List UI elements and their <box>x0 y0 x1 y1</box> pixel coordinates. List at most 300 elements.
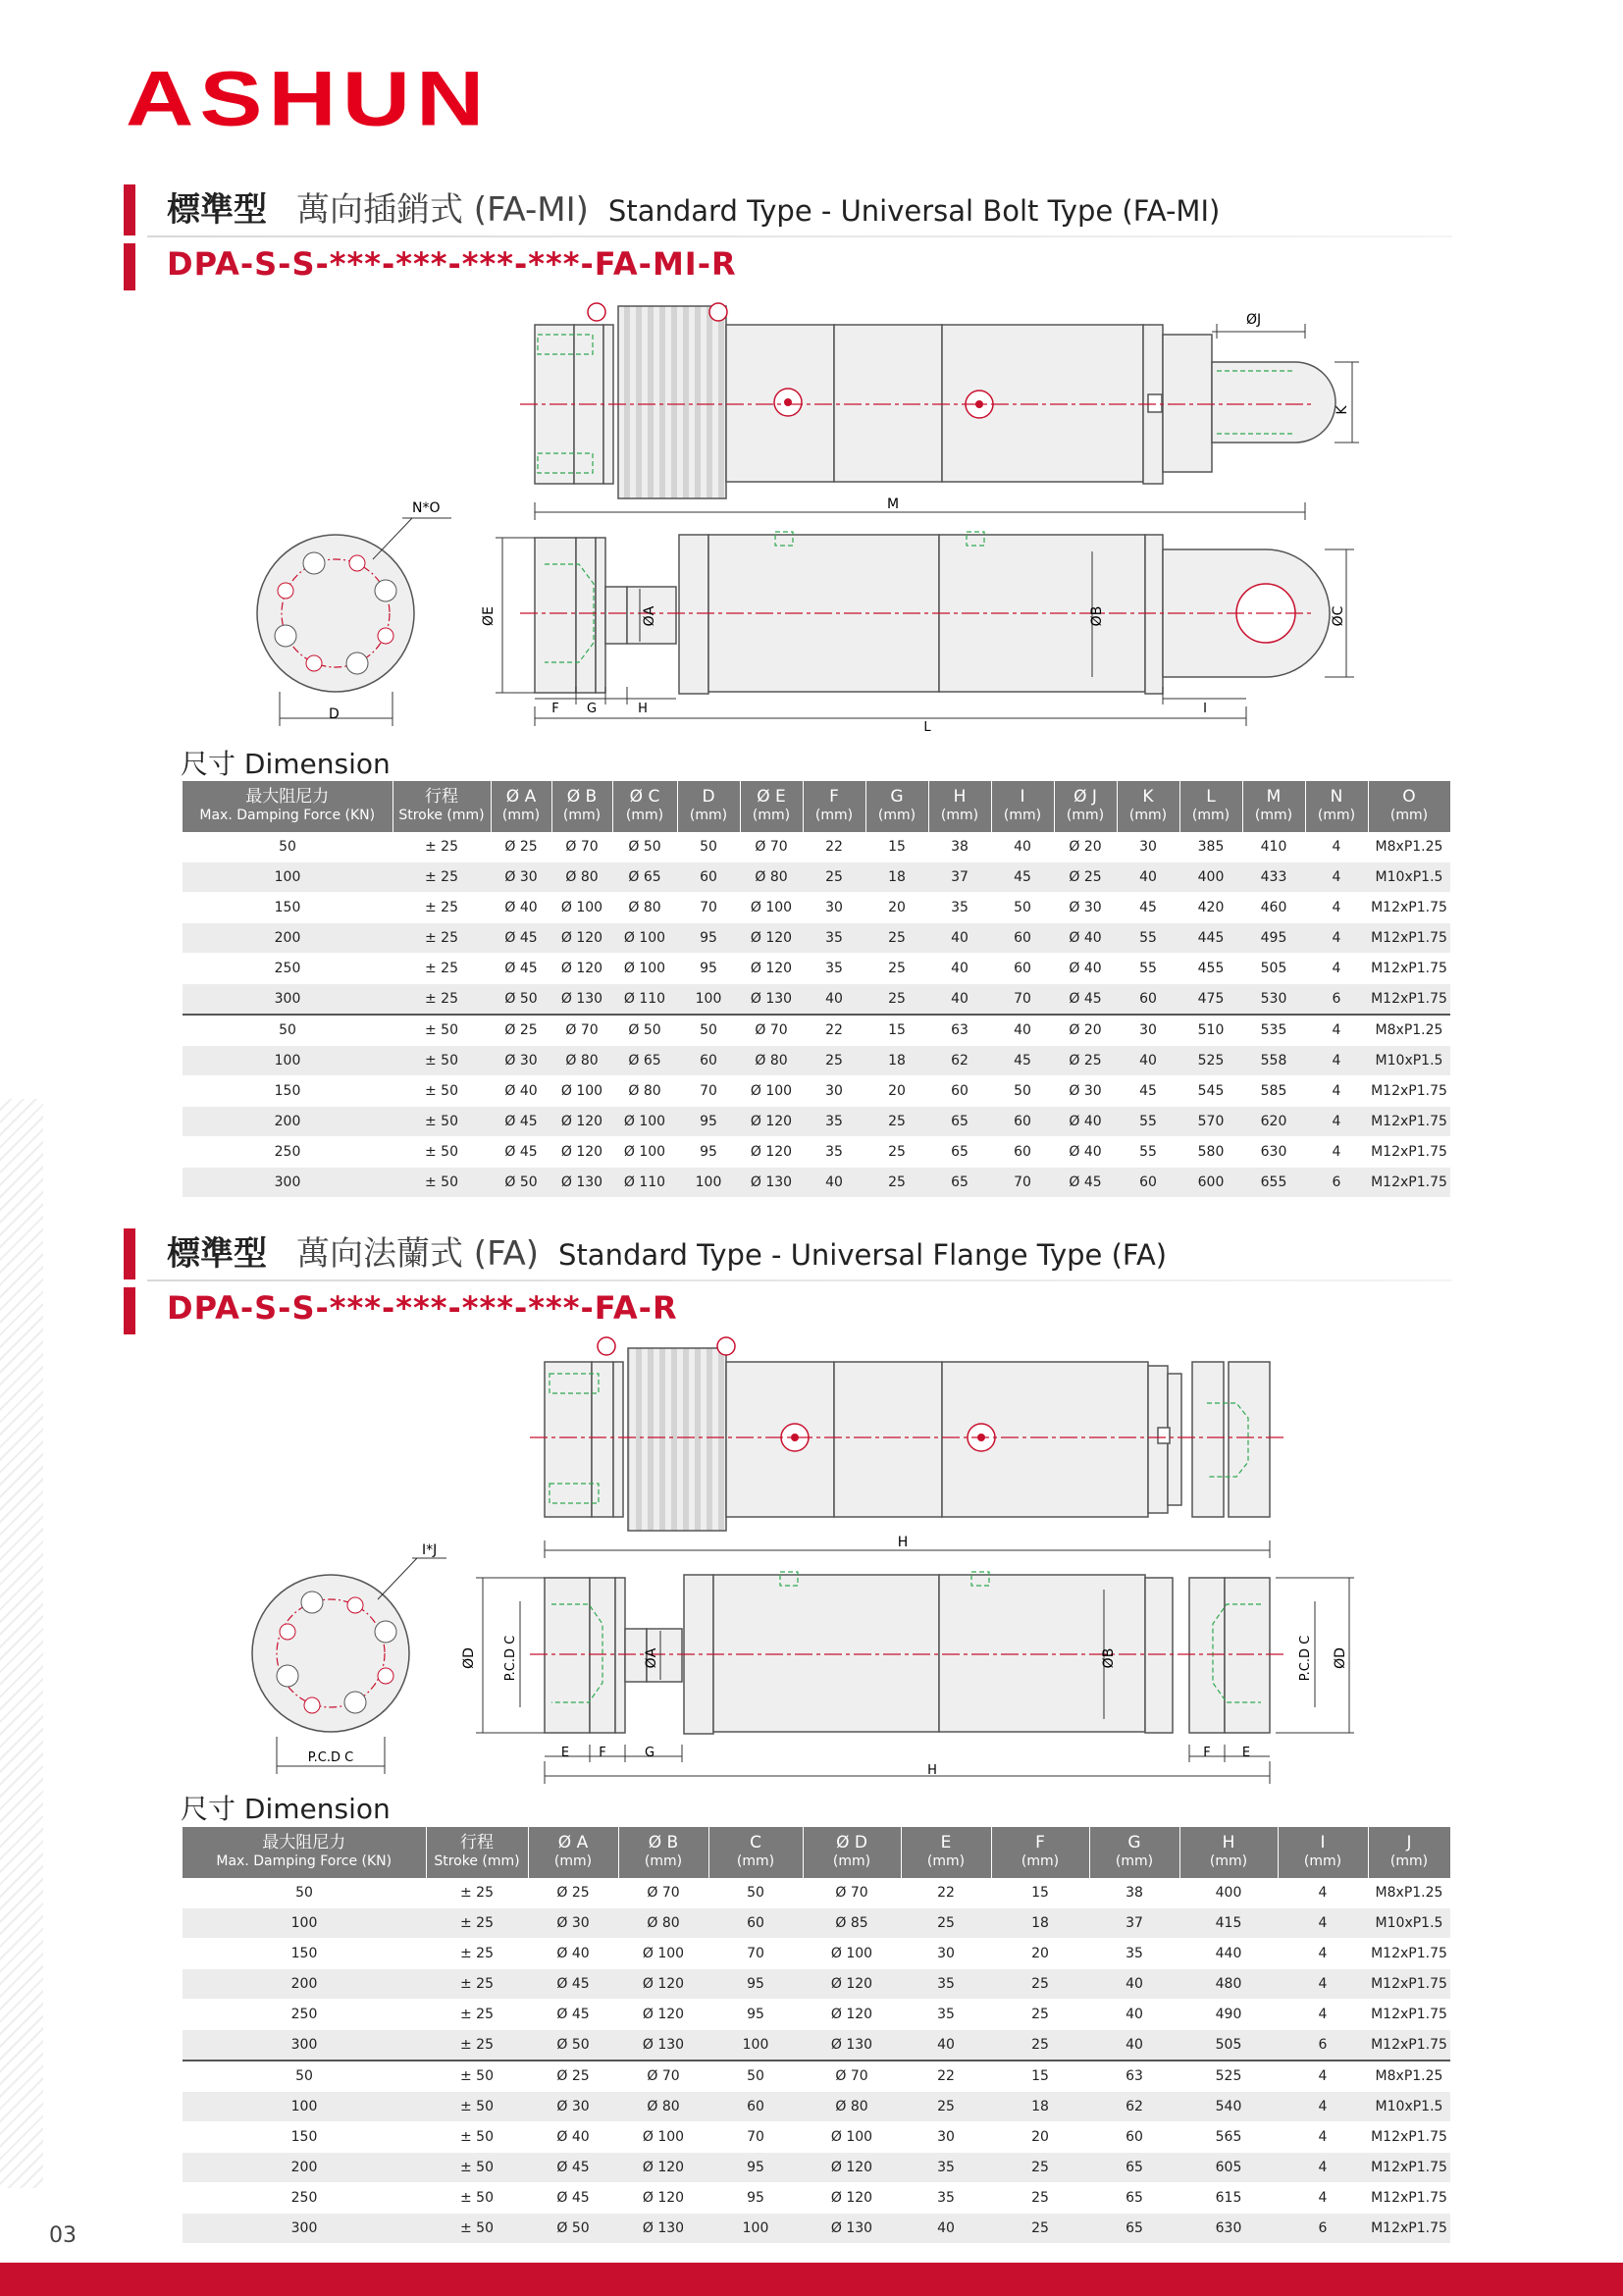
table-cell: 100 <box>708 2214 803 2244</box>
table-cell: ± 25 <box>393 862 491 893</box>
table-cell: 4 <box>1278 2122 1368 2153</box>
label-g: G <box>644 1746 655 1760</box>
column-header-unit: (mm) <box>736 1853 775 1869</box>
table-cell: 20 <box>991 1939 1089 1969</box>
table-cell: 63 <box>928 1015 991 1046</box>
table-cell: Ø 45 <box>491 923 551 954</box>
table-cell: Ø 120 <box>803 2183 901 2214</box>
table-cell: Ø 45 <box>528 1969 618 2000</box>
table-cell: 70 <box>677 893 740 923</box>
column-header-label: K <box>1142 787 1154 807</box>
label-f-left: F <box>599 1746 606 1760</box>
table-cell: 475 <box>1179 984 1242 1016</box>
table-cell: Ø 20 <box>1054 1015 1117 1046</box>
section2-model-bar <box>124 1287 135 1334</box>
column-header-label: Ø A <box>505 787 537 807</box>
section1-title-zh1: 標準型 <box>167 190 267 230</box>
column-header-label: C <box>750 1833 761 1852</box>
table-cell: 50 <box>991 893 1054 923</box>
table-cell: ± 25 <box>426 2030 528 2061</box>
column-header-unit: (mm) <box>644 1853 683 1869</box>
label-b2: ØB <box>1101 1647 1117 1669</box>
table-cell: 40 <box>928 984 991 1016</box>
table-row <box>183 1076 1450 1107</box>
table-cell: 150 <box>183 2122 426 2153</box>
column-header-unit: Stroke (mm) <box>398 808 485 823</box>
table-cell: 70 <box>991 984 1054 1016</box>
column-header-unit: (mm) <box>1191 808 1230 823</box>
table-row <box>183 2000 1450 2030</box>
column-header-label: F <box>1035 1833 1045 1852</box>
table-cell: 30 <box>1117 832 1179 862</box>
table-cell: Ø 30 <box>1054 893 1117 923</box>
section1-accent-bar <box>124 184 135 235</box>
table-cell: 50 <box>183 832 393 862</box>
column-header-unit: (mm) <box>1389 1853 1429 1869</box>
table-row <box>183 1107 1450 1137</box>
table-cell: 55 <box>1117 923 1179 954</box>
table-cell: 40 <box>1117 1046 1179 1076</box>
column-header-unit: (mm) <box>940 808 979 823</box>
table-cell: 60 <box>708 2092 803 2122</box>
table-cell: 55 <box>1117 1107 1179 1137</box>
table-cell: 60 <box>991 1137 1054 1168</box>
table-cell: 50 <box>677 1015 740 1046</box>
table-cell: Ø 25 <box>1054 1046 1117 1076</box>
table-cell: 18 <box>865 862 928 893</box>
column-header-unit: (mm) <box>553 1853 593 1869</box>
cylinder-top-view <box>535 306 1335 498</box>
table-cell: Ø 50 <box>528 2214 618 2244</box>
table-cell: 4 <box>1278 1939 1368 1969</box>
column-header-unit: (mm) <box>1066 808 1105 823</box>
table-cell: 6 <box>1305 1168 1368 1198</box>
table-row <box>183 2122 1450 2153</box>
table-cell: Ø 40 <box>491 1076 551 1107</box>
table-cell: Ø 70 <box>551 832 612 862</box>
table-cell: 150 <box>183 1939 426 1969</box>
table-cell: Ø 25 <box>528 2061 618 2092</box>
column-header <box>865 781 928 832</box>
table-cell: Ø 110 <box>612 984 677 1016</box>
table-row <box>183 954 1450 984</box>
table-cell: M12xP1.75 <box>1368 1168 1450 1198</box>
top-bolt-left-icon <box>588 303 605 321</box>
table-cell: Ø 25 <box>491 1015 551 1046</box>
table-row <box>183 1168 1450 1198</box>
table-cell: 4 <box>1305 1015 1368 1046</box>
column-header-unit: (mm) <box>562 808 602 823</box>
column-header <box>928 781 991 832</box>
table-cell: 200 <box>183 1107 393 1137</box>
label-f-right: F <box>1203 1746 1211 1760</box>
table-cell: ± 25 <box>426 1908 528 1939</box>
table-cell: Ø 50 <box>528 2030 618 2061</box>
table-cell: Ø 120 <box>551 1137 612 1168</box>
footer-bar <box>0 2263 1623 2296</box>
column-header <box>1089 1827 1179 1878</box>
label-e-right: E <box>1241 1746 1251 1760</box>
table-cell: 250 <box>183 954 393 984</box>
table-row <box>183 832 1450 862</box>
table-cell: Ø 40 <box>491 893 551 923</box>
column-header-unit: (mm) <box>1128 808 1168 823</box>
table-cell: 655 <box>1242 1168 1305 1198</box>
table-cell: Ø 40 <box>528 1939 618 1969</box>
table-cell: Ø 130 <box>740 984 803 1016</box>
page-number: 03 <box>49 2223 77 2248</box>
table-cell: 495 <box>1242 923 1305 954</box>
column-header-unit: (mm) <box>1254 808 1293 823</box>
table-cell: Ø 25 <box>1054 862 1117 893</box>
table-cell: 455 <box>1179 954 1242 984</box>
column-header-label: M <box>1266 787 1282 807</box>
table-row <box>183 1908 1450 1939</box>
section2-dimension-label: 尺寸 Dimension <box>181 1793 391 1825</box>
table-cell: M12xP1.75 <box>1368 2183 1450 2214</box>
table-cell: Ø 100 <box>612 923 677 954</box>
table-cell: Ø 40 <box>1054 923 1117 954</box>
table-cell: ± 25 <box>426 2000 528 2030</box>
table-cell: Ø 45 <box>528 2183 618 2214</box>
column-header-label: G <box>1127 1833 1141 1852</box>
table-row <box>183 2183 1450 2214</box>
column-header <box>528 1827 618 1878</box>
table-cell: Ø 40 <box>528 2122 618 2153</box>
table-cell: 15 <box>865 832 928 862</box>
table-cell: 40 <box>803 984 865 1016</box>
table-row <box>183 862 1450 893</box>
table-cell: 445 <box>1179 923 1242 954</box>
table-cell: 37 <box>1089 1908 1179 1939</box>
table-cell: 40 <box>1089 2000 1179 2030</box>
column-header-label: H <box>953 787 967 807</box>
table-cell: 200 <box>183 1969 426 2000</box>
table-cell: 300 <box>183 1168 393 1198</box>
table-cell: ± 50 <box>426 2183 528 2214</box>
table-cell: 505 <box>1179 2030 1278 2061</box>
table-cell: ± 25 <box>393 832 491 862</box>
section1-table-header-row <box>183 781 1450 832</box>
table-cell: 630 <box>1179 2214 1278 2244</box>
table-cell: 605 <box>1179 2153 1278 2183</box>
table-cell: Ø 80 <box>551 862 612 893</box>
table-cell: 440 <box>1179 1939 1278 1969</box>
column-header-label: D <box>702 787 715 807</box>
table-cell: 580 <box>1179 1137 1242 1168</box>
table-cell: Ø 85 <box>803 1908 901 1939</box>
table-cell: Ø 100 <box>740 893 803 923</box>
table-cell: Ø 120 <box>618 2000 708 2030</box>
table-cell: Ø 65 <box>612 1046 677 1076</box>
table-row <box>183 2153 1450 2183</box>
table-cell: 65 <box>928 1137 991 1168</box>
table-cell: ± 50 <box>393 1076 491 1107</box>
table-cell: Ø 70 <box>740 832 803 862</box>
table-cell: 40 <box>901 2214 991 2244</box>
table-cell: 60 <box>708 1908 803 1939</box>
label-d-right: ØD <box>1333 1647 1348 1669</box>
column-header-unit: (mm) <box>689 808 728 823</box>
column-header-unit: (mm) <box>1021 1853 1060 1869</box>
section2-divider <box>147 1279 1452 1281</box>
table-row <box>183 893 1450 923</box>
column-header-label: 最大阻尼力 <box>262 1833 346 1852</box>
label-e: ØE <box>481 606 497 626</box>
column-header <box>901 1827 991 1878</box>
table-cell: 35 <box>901 2000 991 2030</box>
table-cell: 40 <box>928 954 991 984</box>
table-cell: 100 <box>677 1168 740 1198</box>
table-cell: ± 25 <box>393 923 491 954</box>
table-cell: 250 <box>183 2000 426 2030</box>
table-cell: 100 <box>183 1046 393 1076</box>
column-header-label: Ø C <box>629 787 660 807</box>
table-cell: Ø 30 <box>491 862 551 893</box>
table-cell: M12xP1.75 <box>1368 2030 1450 2061</box>
table-cell: M12xP1.75 <box>1368 954 1450 984</box>
table-cell: 490 <box>1179 2000 1278 2030</box>
table-cell: 420 <box>1179 893 1242 923</box>
column-header-label: H <box>1222 1833 1235 1852</box>
table-cell: 150 <box>183 1076 393 1107</box>
table-cell: 25 <box>865 1137 928 1168</box>
table-cell: 25 <box>991 2030 1089 2061</box>
table-row <box>183 984 1450 1016</box>
table-cell: 63 <box>1089 2061 1179 2092</box>
label-e-left: E <box>560 1746 570 1760</box>
section1-drawing <box>0 294 1623 756</box>
table-cell: 35 <box>803 1107 865 1137</box>
table-cell: 200 <box>183 923 393 954</box>
table-cell: 50 <box>183 1015 393 1046</box>
column-header-unit: (mm) <box>814 808 854 823</box>
column-header-unit: (mm) <box>1209 1853 1248 1869</box>
table-cell: ± 50 <box>426 2092 528 2122</box>
table-cell: 35 <box>928 893 991 923</box>
table-cell: 585 <box>1242 1076 1305 1107</box>
table-cell: Ø 120 <box>618 2153 708 2183</box>
table-cell: 45 <box>1117 893 1179 923</box>
table-cell: Ø 40 <box>1054 1137 1117 1168</box>
table-cell: 4 <box>1305 1076 1368 1107</box>
table-cell: 15 <box>991 2061 1089 2092</box>
column-header-label: L <box>1206 787 1216 807</box>
table-cell: 30 <box>1117 1015 1179 1046</box>
table-cell: 6 <box>1278 2030 1368 2061</box>
table-cell: M8xP1.25 <box>1368 2061 1450 2092</box>
table-cell: M12xP1.75 <box>1368 1107 1450 1137</box>
table-cell: ± 50 <box>393 1107 491 1137</box>
table-cell: 4 <box>1305 1107 1368 1137</box>
table-cell: 50 <box>183 2061 426 2092</box>
table-cell: ± 50 <box>426 2122 528 2153</box>
table-cell: Ø 130 <box>740 1168 803 1198</box>
table-cell: 65 <box>1089 2153 1179 2183</box>
table-cell: 18 <box>991 1908 1089 1939</box>
pin-port-1-dot-icon <box>784 398 792 406</box>
table-cell: 60 <box>991 954 1054 984</box>
table-cell: Ø 80 <box>612 893 677 923</box>
section2-title-zh2: 萬向法蘭式 (FA) <box>296 1234 540 1274</box>
column-header <box>708 1827 803 1878</box>
column-header <box>677 781 740 832</box>
table-cell: 525 <box>1179 2061 1278 2092</box>
column-header-label: G <box>890 787 904 807</box>
table-cell: Ø 120 <box>740 954 803 984</box>
table-cell: 65 <box>928 1107 991 1137</box>
column-header-label: 行程 <box>460 1833 494 1852</box>
column-header-unit: Max. Damping Force (KN) <box>199 808 376 823</box>
table-cell: 60 <box>677 1046 740 1076</box>
table-cell: M12xP1.75 <box>1368 984 1450 1016</box>
table-cell: 25 <box>991 1969 1089 2000</box>
section2-title-zh1: 標準型 <box>167 1234 267 1274</box>
table-cell: 22 <box>901 2061 991 2092</box>
table-cell: 30 <box>901 2122 991 2153</box>
table-cell: Ø 45 <box>1054 984 1117 1016</box>
table-cell: 35 <box>901 1969 991 2000</box>
table-cell: Ø 45 <box>528 2153 618 2183</box>
table-cell: 400 <box>1179 862 1242 893</box>
table-cell: 55 <box>1117 954 1179 984</box>
label-i: I <box>1203 702 1207 716</box>
label-g: G <box>586 702 598 716</box>
table-cell: Ø 25 <box>528 1878 618 1908</box>
section1-title-en: Standard Type - Universal Bolt Type (FA-MI) <box>607 194 1221 228</box>
table-cell: Ø 80 <box>618 1908 708 1939</box>
column-header <box>1242 781 1305 832</box>
table-cell: M12xP1.75 <box>1368 923 1450 954</box>
column-header <box>612 781 677 832</box>
label-h-top: H <box>897 1535 909 1550</box>
table-cell: Ø 130 <box>618 2214 708 2244</box>
table-cell: Ø 120 <box>803 1969 901 2000</box>
table-cell: 60 <box>928 1076 991 1107</box>
section2-drawing <box>0 1334 1623 1786</box>
table-cell: Ø 100 <box>612 954 677 984</box>
table-cell: Ø 120 <box>740 923 803 954</box>
table-cell: 300 <box>183 984 393 1016</box>
table-cell: 570 <box>1179 1107 1242 1137</box>
table-cell: 40 <box>901 2030 991 2061</box>
table-cell: Ø 120 <box>618 2183 708 2214</box>
table-row <box>183 1939 1450 1969</box>
table-cell: Ø 130 <box>551 984 612 1016</box>
table-cell: 70 <box>677 1076 740 1107</box>
table-cell: 15 <box>991 1878 1089 1908</box>
table-cell: 95 <box>677 1137 740 1168</box>
table-cell: 510 <box>1179 1015 1242 1046</box>
label-k: K <box>1335 405 1350 415</box>
table-cell: M12xP1.75 <box>1368 2000 1450 2030</box>
table-cell: Ø 100 <box>612 1107 677 1137</box>
table-cell: Ø 80 <box>551 1046 612 1076</box>
table-cell: M8xP1.25 <box>1368 1878 1450 1908</box>
column-header-label: N <box>1330 787 1343 807</box>
table-cell: 15 <box>865 1015 928 1046</box>
table-cell: 630 <box>1242 1137 1305 1168</box>
section1-title-zh2: 萬向插銷式 (FA-MI) <box>296 190 589 230</box>
table-cell: ± 50 <box>393 1046 491 1076</box>
label-no: N*O <box>412 500 441 516</box>
flange-top-bolt-left-icon <box>598 1337 615 1355</box>
table-cell: Ø 30 <box>528 1908 618 1939</box>
table-cell: 45 <box>991 862 1054 893</box>
column-header-unit: (mm) <box>1389 808 1429 823</box>
table-cell: 4 <box>1305 862 1368 893</box>
column-header <box>803 1827 901 1878</box>
flange-cylinder-top-view <box>545 1348 1270 1531</box>
table-cell: 70 <box>991 1168 1054 1198</box>
table-cell: Ø 45 <box>491 1107 551 1137</box>
table-cell: ± 25 <box>393 954 491 984</box>
column-header <box>183 781 393 832</box>
table-cell: 4 <box>1278 2000 1368 2030</box>
table-cell: 4 <box>1305 1137 1368 1168</box>
table-cell: ± 25 <box>393 984 491 1016</box>
label-l: L <box>923 720 931 735</box>
table-cell: M12xP1.75 <box>1368 893 1450 923</box>
table-cell: Ø 45 <box>491 954 551 984</box>
table-cell: 95 <box>708 2000 803 2030</box>
table-cell: 4 <box>1278 1908 1368 1939</box>
table-cell: 415 <box>1179 1908 1278 1939</box>
table-cell: 20 <box>865 893 928 923</box>
table-cell: 300 <box>183 2030 426 2061</box>
table-cell: 480 <box>1179 1969 1278 2000</box>
brand-logo: ASHUN <box>126 56 491 142</box>
column-header <box>491 781 551 832</box>
table-cell: 4 <box>1305 954 1368 984</box>
section2-dimension-table <box>183 1827 1451 2244</box>
table-cell: 70 <box>708 2122 803 2153</box>
column-header <box>551 781 612 832</box>
table-cell: Ø 120 <box>618 1969 708 2000</box>
table-row <box>183 2092 1450 2122</box>
table-cell: M12xP1.75 <box>1368 1969 1450 2000</box>
table-cell: Ø 130 <box>803 2214 901 2244</box>
table-cell: 620 <box>1242 1107 1305 1137</box>
table-cell: 615 <box>1179 2183 1278 2214</box>
table-cell: 95 <box>677 923 740 954</box>
table-cell: 25 <box>865 984 928 1016</box>
section1-model-bar <box>124 243 135 290</box>
table-cell: Ø 70 <box>803 2061 901 2092</box>
table-cell: 37 <box>928 862 991 893</box>
table-cell: Ø 100 <box>612 1137 677 1168</box>
table-cell: 55 <box>1117 1137 1179 1168</box>
table-cell: 4 <box>1278 1969 1368 2000</box>
table-cell: 35 <box>803 1137 865 1168</box>
column-header-unit: (mm) <box>752 808 791 823</box>
column-header <box>1368 1827 1450 1878</box>
table-cell: Ø 25 <box>491 832 551 862</box>
table-cell: 18 <box>865 1046 928 1076</box>
table-cell: Ø 80 <box>618 2092 708 2122</box>
table-cell: Ø 120 <box>803 2153 901 2183</box>
table-cell: 60 <box>1117 1168 1179 1198</box>
label-h: H <box>638 702 648 716</box>
table-cell: M10xP1.5 <box>1368 2092 1450 2122</box>
table-cell: 25 <box>991 2153 1089 2183</box>
table-cell: ± 25 <box>426 1878 528 1908</box>
label-d-left: ØD <box>461 1647 477 1669</box>
column-header-unit: Max. Damping Force (KN) <box>216 1853 393 1869</box>
table-cell: 410 <box>1242 832 1305 862</box>
table-cell: 65 <box>1089 2183 1179 2214</box>
table-cell: 558 <box>1242 1046 1305 1076</box>
